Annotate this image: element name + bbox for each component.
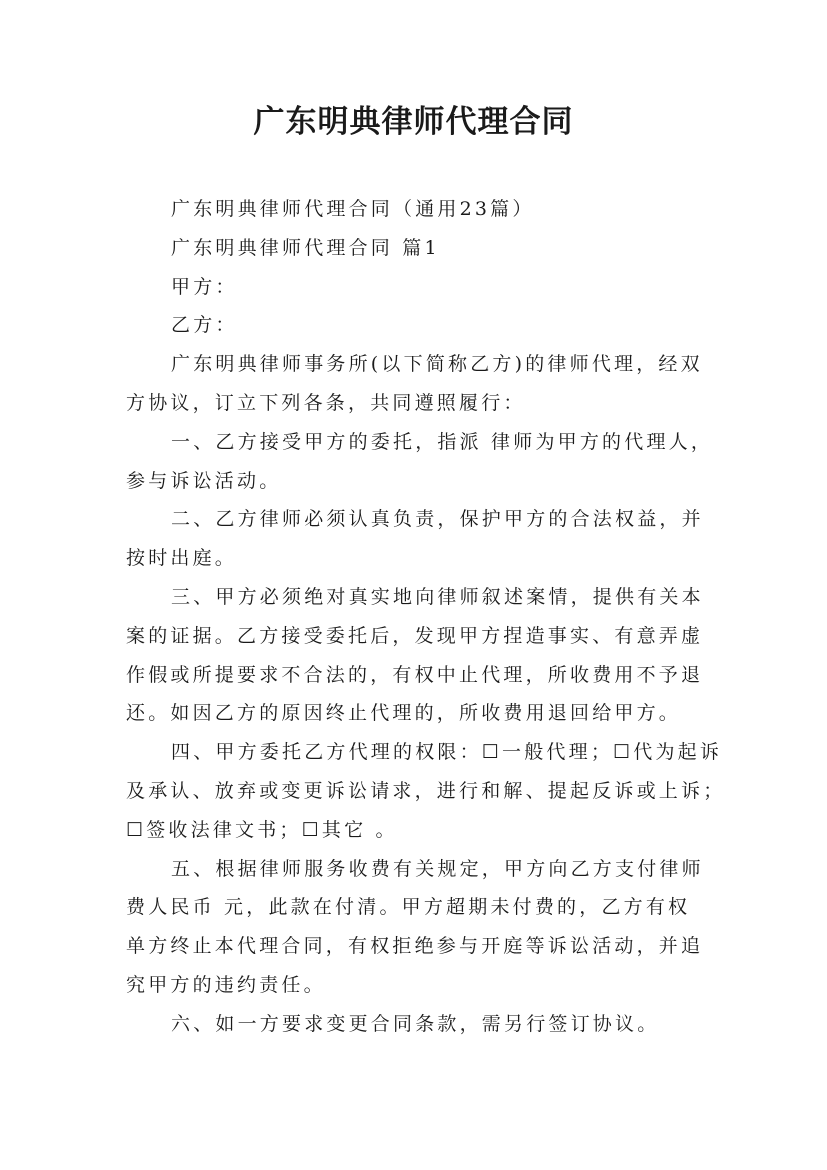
body-text-line: 四、甲方委托乙方代理的权限：☐一般代理；☐代为起诉 <box>171 741 723 764</box>
body-text-line: 乙方： <box>171 314 238 337</box>
body-text-line: 广东明典律师代理合同（通用23篇） <box>171 198 535 220</box>
document-body <box>126 190 726 1044</box>
body-text-line: 广东明典律师代理合同 篇1 <box>171 236 440 259</box>
body-text-line: 广东明典律师事务所(以下简称乙方)的律师代理，经双 <box>171 353 703 376</box>
body-text-line: 及承认、放弃或变更诉讼请求，进行和解、提起反诉或上诉； <box>126 779 726 802</box>
body-text-line: ☐签收法律文书；☐其它 。 <box>126 818 398 841</box>
document-title: 广东明典律师代理合同 <box>253 104 574 140</box>
body-text-line: 三、甲方必须绝对真实地向律师叙述案情，提供有关本 <box>171 585 704 608</box>
body-text-line: 甲方： <box>171 275 238 298</box>
body-text-line: 单方终止本代理合同，有权拒绝参与开庭等诉讼活动，并追 <box>126 935 704 958</box>
body-text-line: 案的证据。乙方接受委托后，发现甲方捏造事实、有意弄虚 <box>126 624 704 647</box>
body-text-line: 按时出庭。 <box>126 547 238 570</box>
body-text-line: 还。如因乙方的原因终止代理的，所收费用退回给甲方。 <box>126 702 682 725</box>
body-text-line: 五、根据律师服务收费有关规定，甲方向乙方支付律师 <box>171 857 704 880</box>
body-text-line: 参与诉讼活动。 <box>126 469 282 492</box>
body-text-line: 六、如一方要求变更合同条款，需另行签订协议。 <box>171 1012 660 1035</box>
body-text-line: 方协议，订立下列各条，共同遵照履行： <box>126 391 526 414</box>
body-text-line: 作假或所提要求不合法的，有权中止代理，所收费用不予退 <box>126 663 704 686</box>
body-text-line: 一、乙方接受甲方的委托，指派 律师为甲方的代理人， <box>171 430 714 453</box>
body-text-line: 究甲方的违约责任。 <box>126 973 326 996</box>
body-text-line: 费人民币 元，此款在付清。甲方超期未付费的，乙方有权 <box>126 896 691 919</box>
body-text-line: 二、乙方律师必须认真负责，保护甲方的合法权益，并 <box>171 508 704 531</box>
